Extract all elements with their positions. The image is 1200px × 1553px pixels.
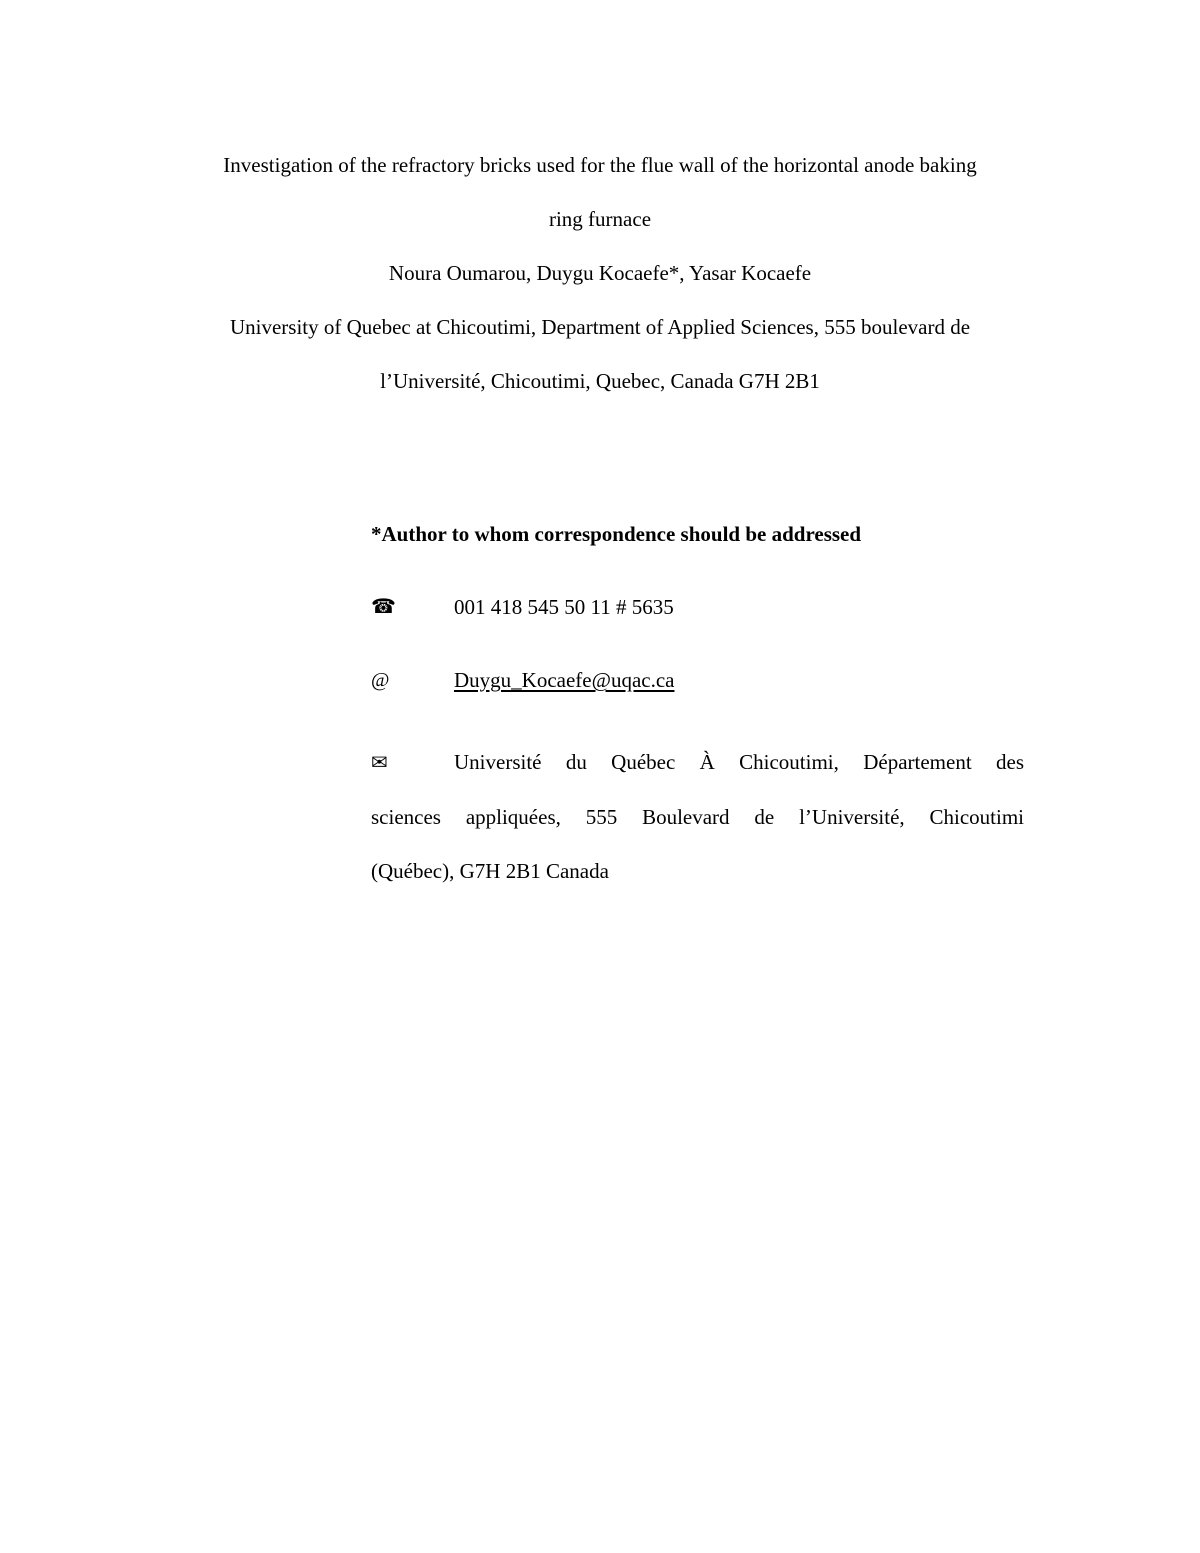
at-sign-icon: @: [371, 669, 390, 691]
correspondence-heading: *Author to whom correspondence should be addressed: [371, 522, 862, 546]
phone-number: 001 418 545 50 11 # 5635: [454, 595, 674, 619]
affiliation-line-1: University of Quebec at Chicoutimi, Department of Applied Sciences, 555 boulevard de: [229, 315, 971, 339]
envelope-icon: ✉: [371, 752, 388, 774]
paper-title-line-1: Investigation of the refractory bricks used for the flue wall of the horizontal anode baking: [223, 153, 977, 177]
address-line-1: [371, 735, 1024, 790]
phone-row: [371, 589, 1024, 625]
address-line-2: sciences appliquées, 555 Boulevard de l’Université, Chicoutimi: [371, 805, 1024, 829]
address-row: [371, 735, 1024, 898]
address-line-3: (Québec), G7H 2B1 Canada: [371, 859, 609, 883]
address-text-1: Université du Québec À Chicoutimi, Département des: [454, 750, 1024, 774]
email-row: [371, 662, 1024, 698]
author-list: Noura Oumarou, Duygu Kocaefe*, Yasar Kocaefe: [388, 261, 812, 285]
telephone-icon: ☎: [371, 596, 396, 618]
correspondence-block: [371, 516, 1024, 898]
affiliation-line-2: l’Université, Chicoutimi, Quebec, Canada G7H 2B1: [380, 369, 820, 393]
paper-title-line-2: ring furnace: [548, 207, 652, 231]
title-block: [140, 138, 1060, 408]
email-link[interactable]: Duygu_Kocaefe@uqac.ca: [454, 668, 675, 692]
